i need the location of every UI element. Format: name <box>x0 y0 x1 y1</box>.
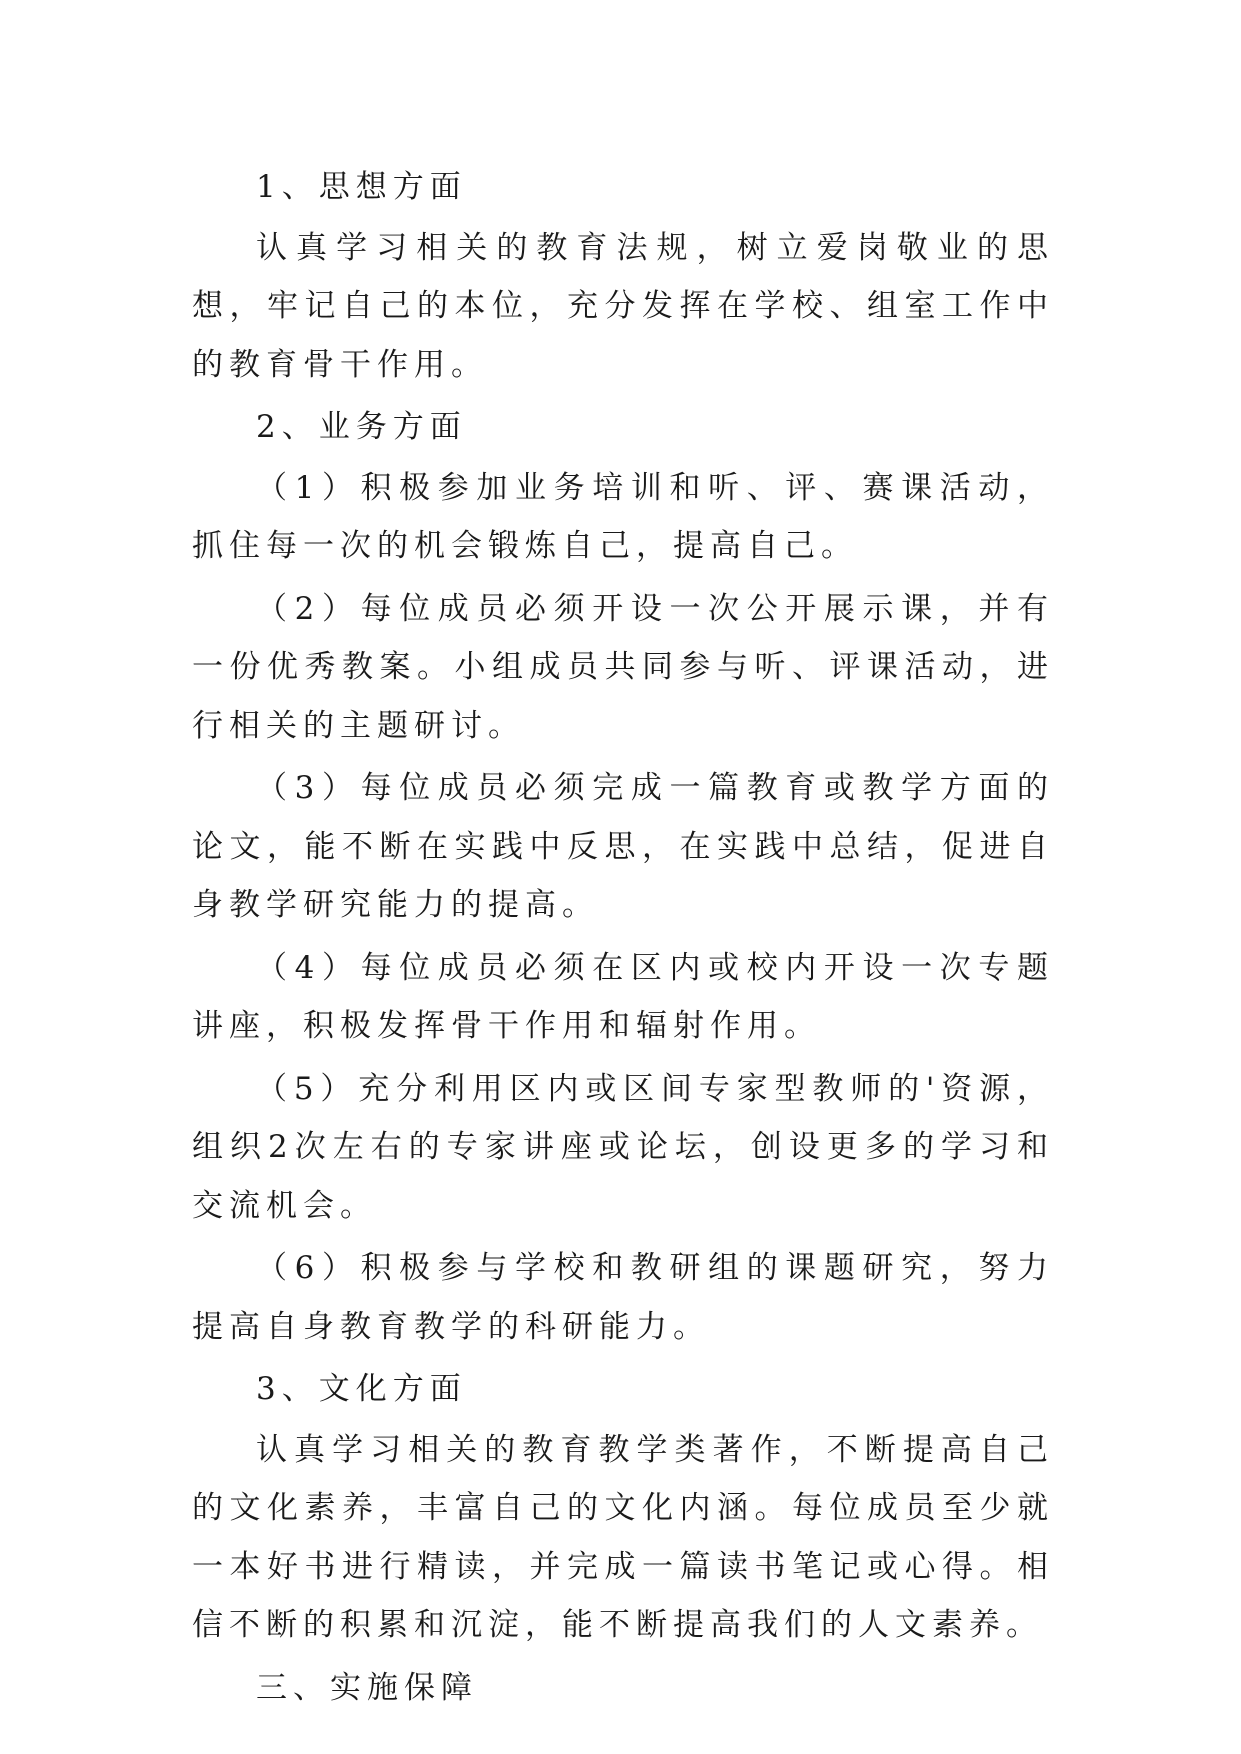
document-body <box>192 158 1054 1719</box>
paragraph-culture: 认真学习相关的教育教学类著作，不断提高自己的文化素养，丰富自己的文化内涵。每位成员至少就一本好书进行精读，并完成一篇读书笔记或心得。相信不断的积累和沉淀，能不断提高我们的人文素养。 <box>192 1431 1054 1643</box>
section-heading-thought: 1、思想方面 <box>256 169 467 205</box>
section-heading-culture: 3、文化方面 <box>256 1371 467 1407</box>
paragraph-business-1: （1）积极参加业务培训和听、评、赛课活动，抓住每一次的机会锻炼自己，提高自己。 <box>192 469 1054 564</box>
paragraph-business-5: （5）充分利用区内或区间专家型教师的'资源，组织2次左右的专家讲座或论坛，创设更多的学习和交流机会。 <box>192 1070 1054 1224</box>
paragraph-thought: 认真学习相关的教育法规，树立爱岗敬业的思想，牢记自己的本位，充分发挥在学校、组室工作中的教育骨干作用。 <box>192 229 1054 383</box>
section-heading-implementation: 三、实施保障 <box>256 1669 478 1706</box>
section-heading-business: 2、业务方面 <box>256 409 467 445</box>
paragraph-business-3: （3）每位成员必须完成一篇教育或教学方面的论文，能不断在实践中反思，在实践中总结，促进自身教学研究能力的提高。 <box>192 770 1054 923</box>
paragraph-business-2: （2）每位成员必须开设一次公开展示课，并有一份优秀教案。小组成员共同参与听、评课活动，进行相关的主题研讨。 <box>192 590 1054 744</box>
paragraph-business-6: （6）积极参与学校和教研组的课题研究，努力提高自身教育教学的科研能力。 <box>192 1250 1054 1345</box>
paragraph-business-4: （4）每位成员必须在区内或校内开设一次专题讲座，积极发挥骨干作用和辐射作用。 <box>192 949 1054 1044</box>
